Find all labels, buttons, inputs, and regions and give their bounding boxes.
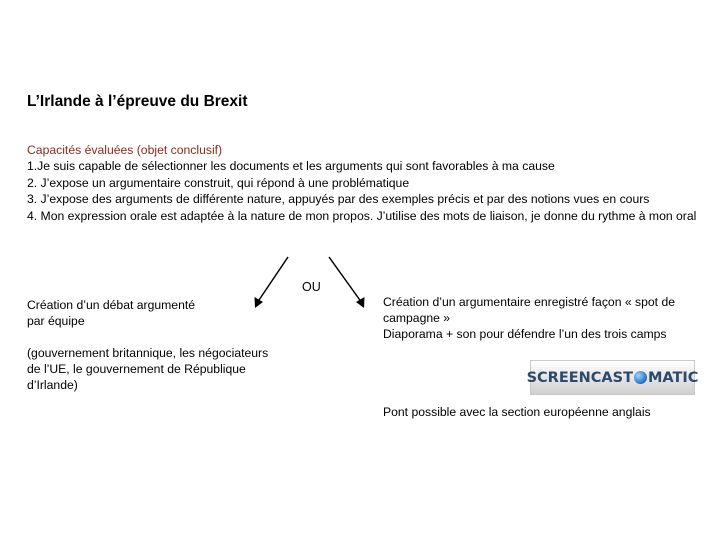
right-option: [383, 295, 703, 342]
logo-text-left: SCREENCAST: [526, 369, 633, 386]
left-option-detail: [27, 346, 272, 393]
record-dot-icon: [634, 371, 647, 384]
left-option-detail-line: d’Irlande): [27, 377, 78, 392]
capacities-heading: Capacités évaluées (objet conclusif): [27, 143, 223, 157]
left-option-detail-line: de l’UE, le gouvernement de République: [27, 361, 246, 376]
left-option-detail-line: (gouvernement britannique, les négociateurs: [27, 346, 269, 360]
choice-label: OU: [302, 280, 321, 294]
logo-text: [527, 370, 699, 386]
capacities-block: [27, 142, 702, 224]
capacity-item: 4. Mon expression orale est adaptée à la nature de mon propos. J’utilise des mots de liaison, je donne du rythme à mon oral: [27, 208, 697, 223]
capacity-item: 1.Je suis capable de sélectionner les documents et les arguments qui sont favorables à ma cause: [27, 159, 555, 174]
right-option-title-line: campagne »: [383, 310, 451, 325]
left-option: [27, 298, 267, 330]
logo-text-right: MATIC: [647, 369, 699, 386]
screencast-o-matic-logo: [526, 360, 699, 395]
left-option-title-line: par équipe: [27, 313, 85, 328]
slide-title: L’Irlande à l’épreuve du Brexit: [27, 93, 248, 110]
right-option-title-line: Diaporama + son pour défendre l’un des trois camps: [383, 326, 667, 341]
right-option-note: Pont possible avec la section européenne anglais: [383, 405, 651, 419]
left-option-title-line: Création d’un débat argumenté: [27, 298, 196, 312]
right-arrow-icon: [329, 257, 365, 308]
capacity-item: 2. J’expose un argumentaire construit, qui répond à une problématique: [27, 175, 410, 190]
right-option-title-line: Création d’un argumentaire enregistré façon « spot de: [383, 295, 676, 309]
capacity-item: 3. J’expose des arguments de différente nature, appuyés par des exemples précis et par des notions vues en cours: [27, 192, 650, 207]
